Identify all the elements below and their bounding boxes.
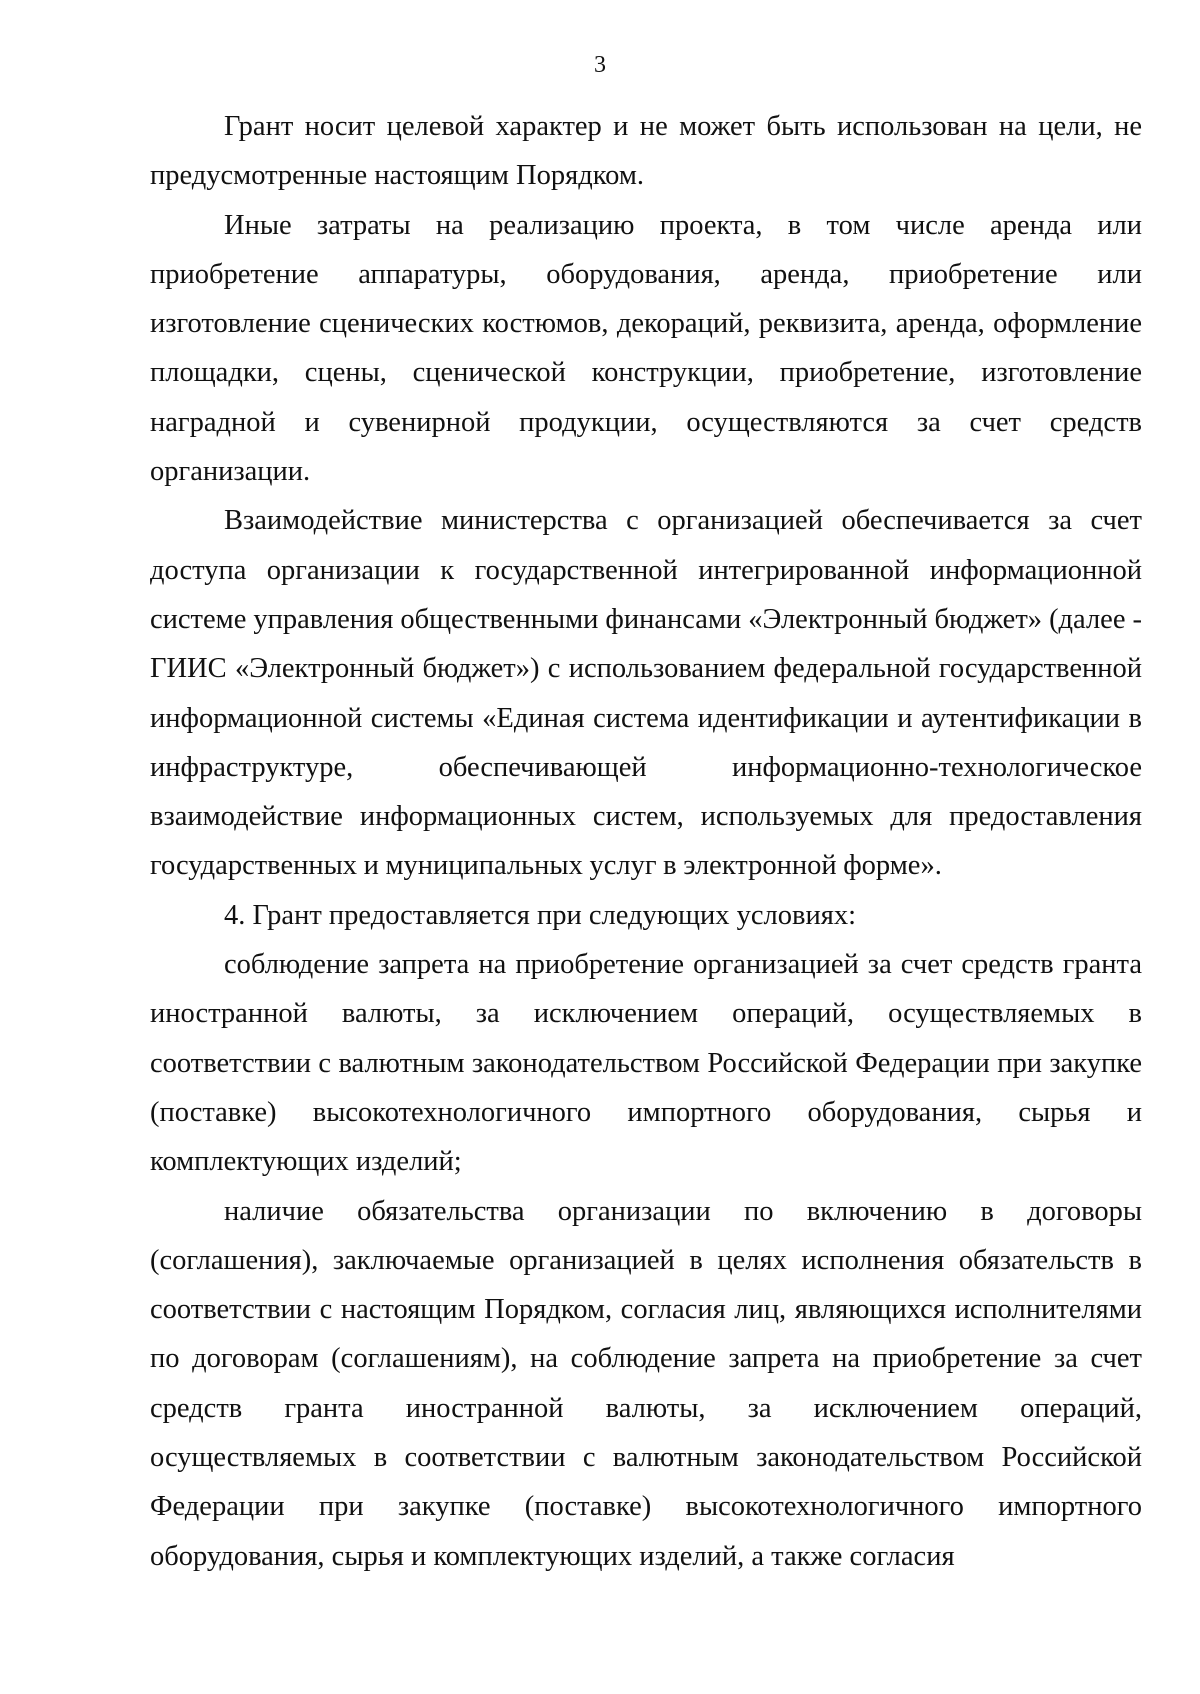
paragraph-conditions-heading: 4. Грант предоставляется при следующих условиях: [224, 899, 856, 931]
paragraph-interaction: Взаимодействие министерства с организацией обеспечивается за счет доступа организации к государственной интегрированной информационной системе управления общественными финансами «Электронный бюджет» (далее - ГИИС «Электронный бюджет») с использованием федеральной государственной информационной системы «Единая система идентификации и аутентификации в инфраструктуре, обеспечивающей информационно-технологическое взаимодействие информационных систем, используемых для предоставления государственных и муниципальных услуг в электронной форме». [150, 505, 1142, 882]
paragraph-contract-obligation: наличие обязательства организации по включению в договоры (соглашения), заключаемые организацией в целях исполнения обязательств в соответствии с настоящим Порядком, согласия лиц, являющихся исполнителями по договорам (соглашениям), на соблюдение запрета на приобретение за счет средств гранта иностранной валюты, за исключением операций, осуществляемых в соответствии с валютным законодательством Российской Федерации при закупке (поставке) высокотехнологичного импортного оборудования, сырья и комплектующих изделий, а также согласия [150, 1195, 1142, 1572]
paragraph-grant-purpose: Грант носит целевой характер и не может быть использован на цели, не предусмотренные настоящим Порядком. [150, 111, 1142, 192]
paragraph-other-costs: Иные затраты на реализацию проекта, в том числе аренда или приобретение аппаратуры, оборудования, аренда, приобретение или изготовление сценических костюмов, декораций, реквизита, аренда, оформление площадки, сцены, сценической конструкции, приобретение, изготовление наградной и сувенирной продукции, осуществляются за счет средств организации. [150, 209, 1142, 488]
paragraph-currency-ban: соблюдение запрета на приобретение организацией за счет средств гранта иностранной валюты, за исключением операций, осуществляемых в соответствии с валютным законодательством Российской Федерации при закупке (поставке) высокотехнологичного импортного оборудования, сырья и комплектующих изделий; [150, 949, 1142, 1178]
page-number: 3 [594, 52, 606, 78]
document-body [150, 102, 1142, 1581]
